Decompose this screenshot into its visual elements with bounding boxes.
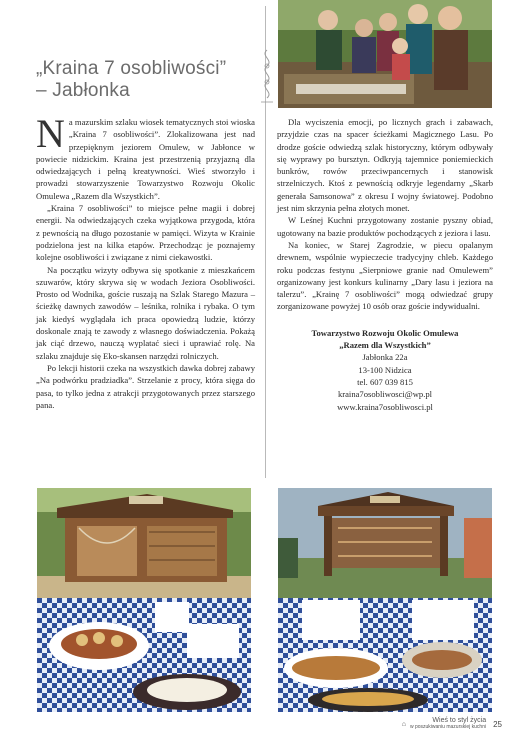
footer-brand-tagline: w poszukiwaniu mazurskiej kuchni [409,724,487,730]
photo-group-of-women [278,0,492,108]
paragraph-7: Na koniec, w Starej Zagrodzie, w piecu opalanym drewnem, wspólnie wypieczecie tradycyjny chleb. Każdego roku podczas festynu „Sierpniowe granie nad Omulewem” organizowany jest konkurs kulinarny „Dary lasu i jeziora na talerzu”. „Krainę 7 osobliwości” mogą odwiedzać grupy zorganizowane powyżej 10 osób oraz goście indywidualni. [277,239,493,312]
contact-org-subtitle: „Razem dla Wszystkich” [339,340,431,351]
contact-block [277,327,493,413]
paragraph-1: Na mazurskim szlaku wiosek tematycznych stoi wioska „Kraina 7 osobliwości”. Zlokalizowana jest nad przepięknym jeziorem Omulew, w Jabłonce w powiecie nidzickim. Kraina jest przestrzenią przyjazną dla odwiedzających i pełną kreatywności. Wieś stworzyło i prowadzi stowarzyszenie Towarzystwo Rozwoju Okolic Omulewa „Razem dla Wszystkich”. [36,111,255,201]
article-title [36,58,258,102]
contact-email[interactable]: kraina7osobliwosci@wp.pl [337,389,433,400]
left-text-column [36,111,255,411]
page-footer [402,717,502,731]
paragraph-4: Po lekcji historii czeka na wszystkich dawka dobrej zabawy „Na podwórku pradziadka”. Strzelanie z procy, która sięga do pasa, to tylko jedna z atrakcji przygotowanych przez starszego pana. [36,362,255,410]
photo-wooden-shed [37,488,251,598]
contact-website[interactable]: www.kraina7osobliwosci.pl [337,401,433,412]
paragraph-3: Na początku wizyty odbywa się spotkanie z mieszkańcem szuwarów, który skrywa się w wodach Jeziora Osobliwości. Prosto od Wodnika, goście ruszają na Szlak Starego Mazura – ścieżkę dawnych zawodów – leśnika, rolnika i rybaka. O tym jak kiedyś wyglądała ich praca opowiedzą ludzie, którzy doskonale znają te zawody z własnego doświadczenia. Pokażą jak ciąć drzewo, nauczą wyplatać sieci i uprawiać rolę. Na szlaku znajduje się Eko-skansen narzędzi rolniczych. [36,264,255,361]
drop-cap: N [36,111,65,156]
photo-wooden-gazebo [278,488,492,598]
contact-org-name: Towarzystwo Rozwoju Okolic Omulewa [311,327,459,338]
paragraph-5: Dla wyciszenia emocji, po licznych grach i zabawach, przyjdzie czas na spacer ścieżkami Magicznego Lasu. Po drodze goście odwiedzą szlak historyczny, którym odbywały się wyprawy po bursztyn. Odkryją tajemnice poniemieckich bunkrów, rowów przeciwpancernych i stanowisk strzelniczych. Ktoś z pewnością odkryje legendarny „Skarb generała Samsonowa” z okresu I wojny światowej. Podobno jest nim skrzynia pełna złotych monet. [277,117,493,214]
flourish-ornament-icon [256,48,278,106]
footer-brand-name: Wieś to styl życia [432,717,487,724]
photo-food-plates [37,598,251,712]
right-text-column [277,116,493,413]
contact-phone: tel. 607 039 815 [357,376,413,387]
contact-city: 13-100 Nidzica [358,364,412,375]
paragraph-2: „Kraina 7 osobliwości” to miejsce pełne magii i dobrej energii. Na odwiedzających czeka wyjątkowa przygoda, która z pewnością na długo pozostanie w pamięci. Wizyta w Krainie podzielona jest na kilka etapów. Przechodząc je poznajemy kolejne osobliwości i związane z nimi ciekawostki. [36,203,255,263]
house-logo-icon: ⌂ [401,720,406,728]
page-number: 25 [493,719,502,729]
photo-fish-dishes [278,598,492,712]
paragraph-6: W Leśnej Kuchni przygotowany zostanie pyszny obiad, ugotowany na bazie produktów pochodzących z jeziora i lasu. [277,215,493,238]
title-line-2: – Jabłonka [36,80,130,101]
footer-brand [410,717,486,731]
title-line-1: „Kraina 7 osobliwości” [36,58,227,79]
contact-street: Jabłonka 22a [362,352,408,363]
